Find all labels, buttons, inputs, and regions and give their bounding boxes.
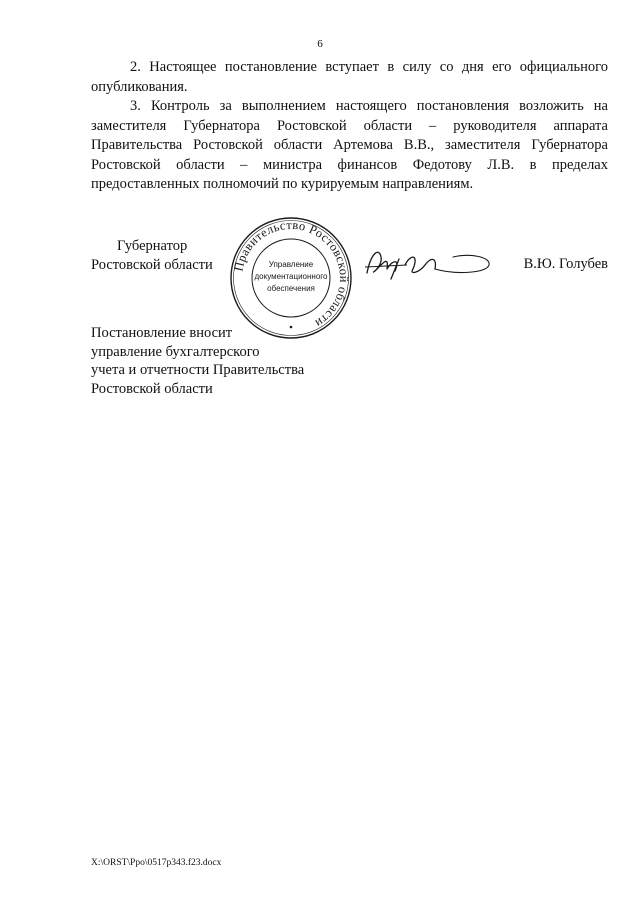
page-number: 6	[317, 38, 323, 50]
seal-outer-text: Правительство Ростовской области	[231, 217, 352, 331]
signatory-title	[91, 237, 213, 275]
introduced-by-line: учета и отчетности Правительства	[91, 362, 305, 378]
file-path-footer: X:\ORST\Ppo\0517p343.f23.docx	[91, 858, 222, 868]
seal-inner-line3: обеспечения	[267, 284, 315, 293]
introduced-by-line: Ростовской области	[91, 380, 213, 397]
signature-block	[91, 215, 608, 330]
handwritten-signature	[361, 243, 496, 283]
seal-inner-line2: документационного	[254, 272, 328, 281]
seal-inner-line1: Управление	[268, 260, 314, 269]
introduced-by	[91, 324, 304, 398]
official-seal	[228, 215, 354, 341]
paragraph-control: 3. Контроль за выполнением настоящего постановления возложить на заместителя Губернатора Ростовской области – руководителя аппарата Правительства Ростовской области Артемова В.В., заместителя Губернатора Ростовской области – министра финансов Федотову Л.В. в пределах предоставленных полномочий по курируемым направлениям.	[91, 98, 608, 192]
signatory-title-line1: Губернатор	[117, 238, 188, 254]
signatory-name: В.Ю. Голубев	[523, 256, 608, 272]
introduced-by-line: управление бухгалтерского	[91, 343, 260, 360]
paragraph-effective-date: 2. Настоящее постановление вступает в силу со дня его официального опубликования.	[91, 59, 608, 95]
document-body	[91, 58, 608, 195]
signatory-title-line2: Ростовской области	[91, 257, 213, 273]
introduced-by-line: Постановление вносит	[91, 325, 233, 341]
